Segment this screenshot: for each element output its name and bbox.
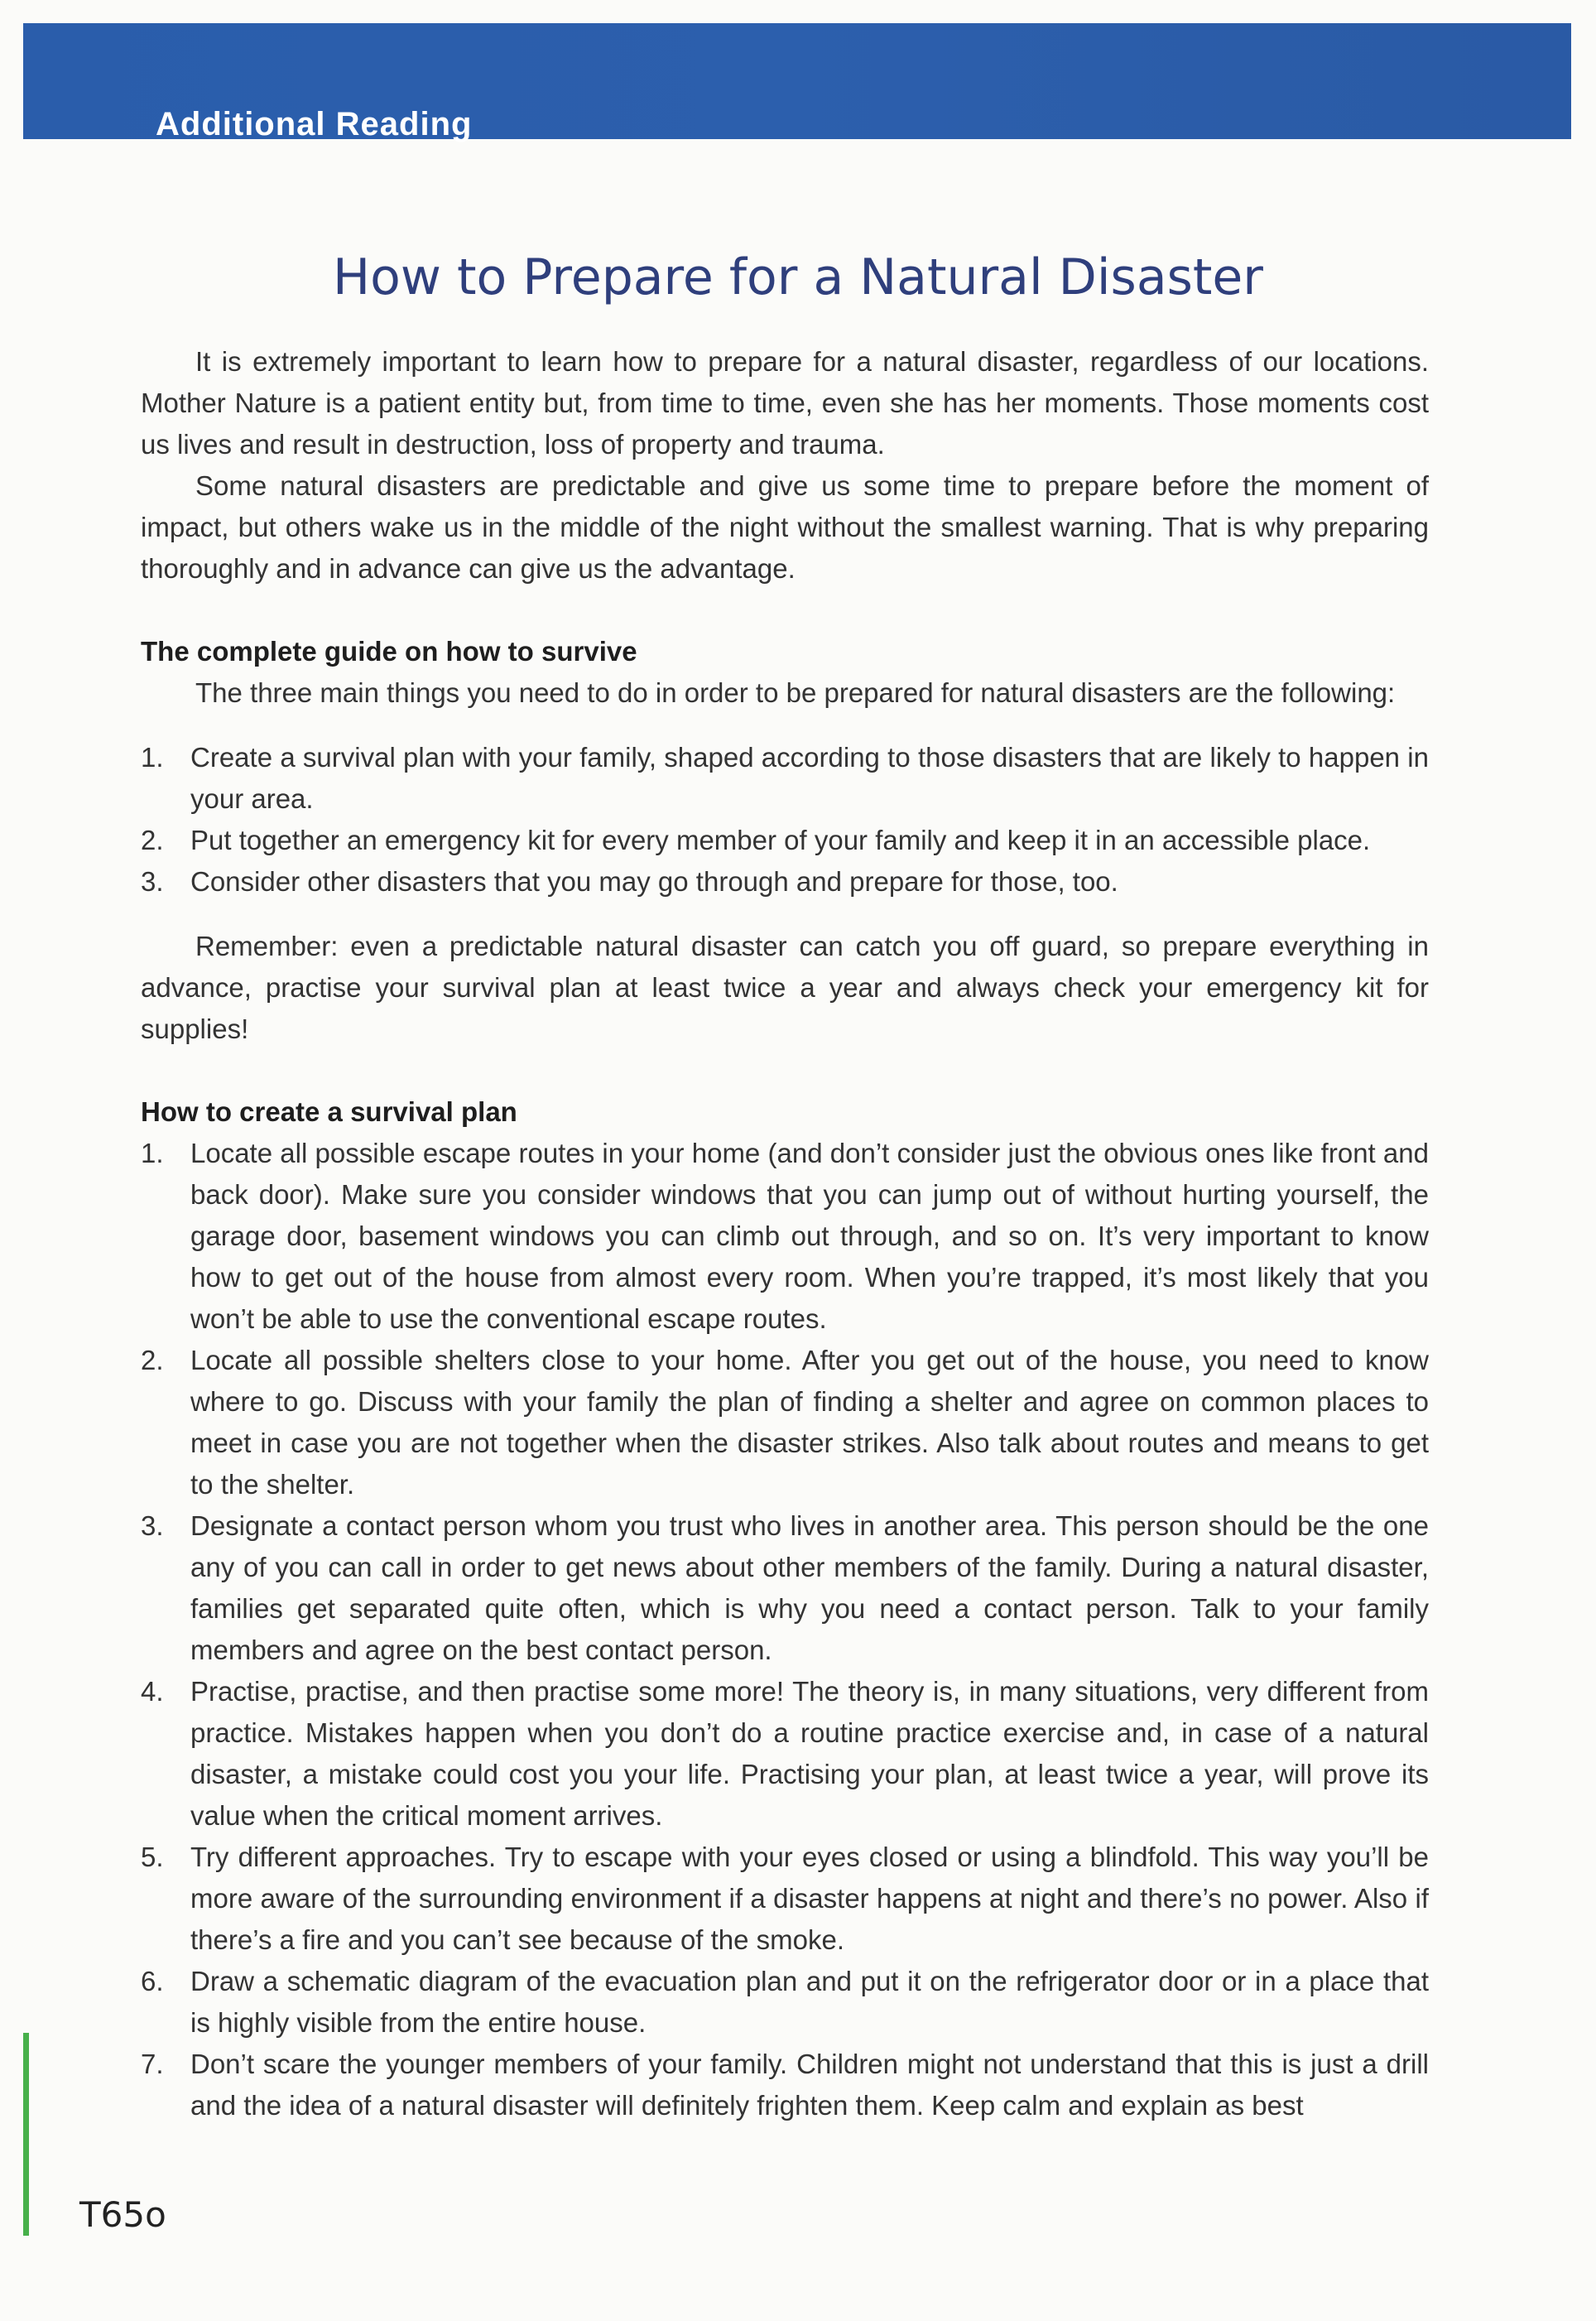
guide-heading: The complete guide on how to survive [141,636,637,667]
list-item-text: Create a survival plan with your family, shaped according to those disasters that are likely to happen in your area. [190,742,1429,814]
list-item-text: Put together an emergency kit for every member of your family and keep it in an accessible place. [190,825,1371,855]
list-number: 7. [141,2049,164,2079]
list-item [141,820,1429,861]
guide-list [141,737,1429,903]
article-body [141,341,1429,2126]
list-item-text: Try different approaches. Try to escape with your eyes closed or using a blindfold. This way you’ll be more aware of the surrounding environment if a disaster happens at night and there’s no power. Also if there’s a fire and you can’t see because of the smoke. [190,1842,1429,1955]
list-item-text: Draw a schematic diagram of the evacuation plan and put it on the refrigerator door or in a place that is highly visible from the entire house. [190,1966,1429,2038]
list-number: 3. [141,1510,164,1541]
page-title: How to Prepare for a Natural Disaster [333,248,1263,306]
list-number: 1. [141,1138,164,1168]
guide-lead-paragraph: The three main things you need to do in order to be prepared for natural disasters are the following: [195,677,1396,708]
survival-plan-list [141,1133,1429,2126]
list-item [141,1133,1429,1340]
list-number: 6. [141,1966,164,1996]
list-number: 4. [141,1676,164,1707]
list-item [141,737,1429,820]
list-item-text: Don’t scare the younger members of your family. Children might not understand that this is just a drill and the idea of a natural disaster will definitely frighten them. Keep calm and explain as best [190,2049,1429,2121]
list-number: 5. [141,1842,164,1872]
list-item [141,1505,1429,1671]
list-item [141,1340,1429,1505]
list-item [141,1961,1429,2044]
list-item-text: Locate all possible shelters close to your home. After you get out of the house, you need to know where to go. Discuss with your family the plan of finding a shelter and agree on common places to meet in case you are not together when the disaster strikes. Also talk about routes and means to get to the shelter. [190,1345,1429,1500]
list-item [141,861,1429,903]
list-number: 3. [141,866,164,897]
reminder-paragraph: Remember: even a predictable natural disaster can catch you off guard, so prepare everything in advance, practise your survival plan at least twice a year and always check your emergency kit for supplies! [141,931,1429,1044]
list-number: 2. [141,825,164,855]
list-item [141,1671,1429,1837]
list-number: 2. [141,1345,164,1375]
header-banner [23,23,1571,142]
page-number: T65o [79,2194,166,2235]
intro-paragraph-2: Some natural disasters are predictable and give us some time to prepare before the moment of impact, but others wake us in the middle of the night without the smallest warning. That is why preparing thoroughly and in advance can give us the advantage. [141,470,1429,584]
list-item-text: Designate a contact person whom you trust who lives in another area. This person should be the one any of you can call in order to get news about other members of the family. During a natural disaster, families get separated quite often, which is why you need a contact person. Talk to your family members and agree on the best contact person. [190,1510,1429,1665]
list-item-text: Locate all possible escape routes in your home (and don’t consider just the obvious ones like front and back door). Make sure you consider windows that you can jump out of without hurting yourself, the garage door, basement windows you can climb out through, and so on. It’s very important to know how to get out of the house from almost every room. When you’re trapped, it’s most likely that you won’t be able to use the conventional escape routes. [190,1138,1429,1334]
survival-plan-heading: How to create a survival plan [141,1096,517,1127]
list-item [141,2044,1429,2126]
margin-accent-bar [23,2033,29,2236]
list-item-text: Consider other disasters that you may go through and prepare for those, too. [190,866,1118,897]
list-number: 1. [141,742,164,773]
list-item-text: Practise, practise, and then practise some more! The theory is, in many situations, very different from practice. Mistakes happen when you don’t do a routine practice exercise and, in case of a natural disaster, a mistake could cost you your life. Practising your plan, at least twice a year, will prove its value when the critical moment arrives. [190,1676,1429,1831]
list-item [141,1837,1429,1961]
section-label: Additional Reading [156,106,473,142]
intro-paragraph-1: It is extremely important to learn how to prepare for a natural disaster, regardless of our locations. Mother Nature is a patient entity but, from time to time, even she has her moments. Those moments cost us lives and result in destruction, loss of property and trauma. [141,346,1429,460]
